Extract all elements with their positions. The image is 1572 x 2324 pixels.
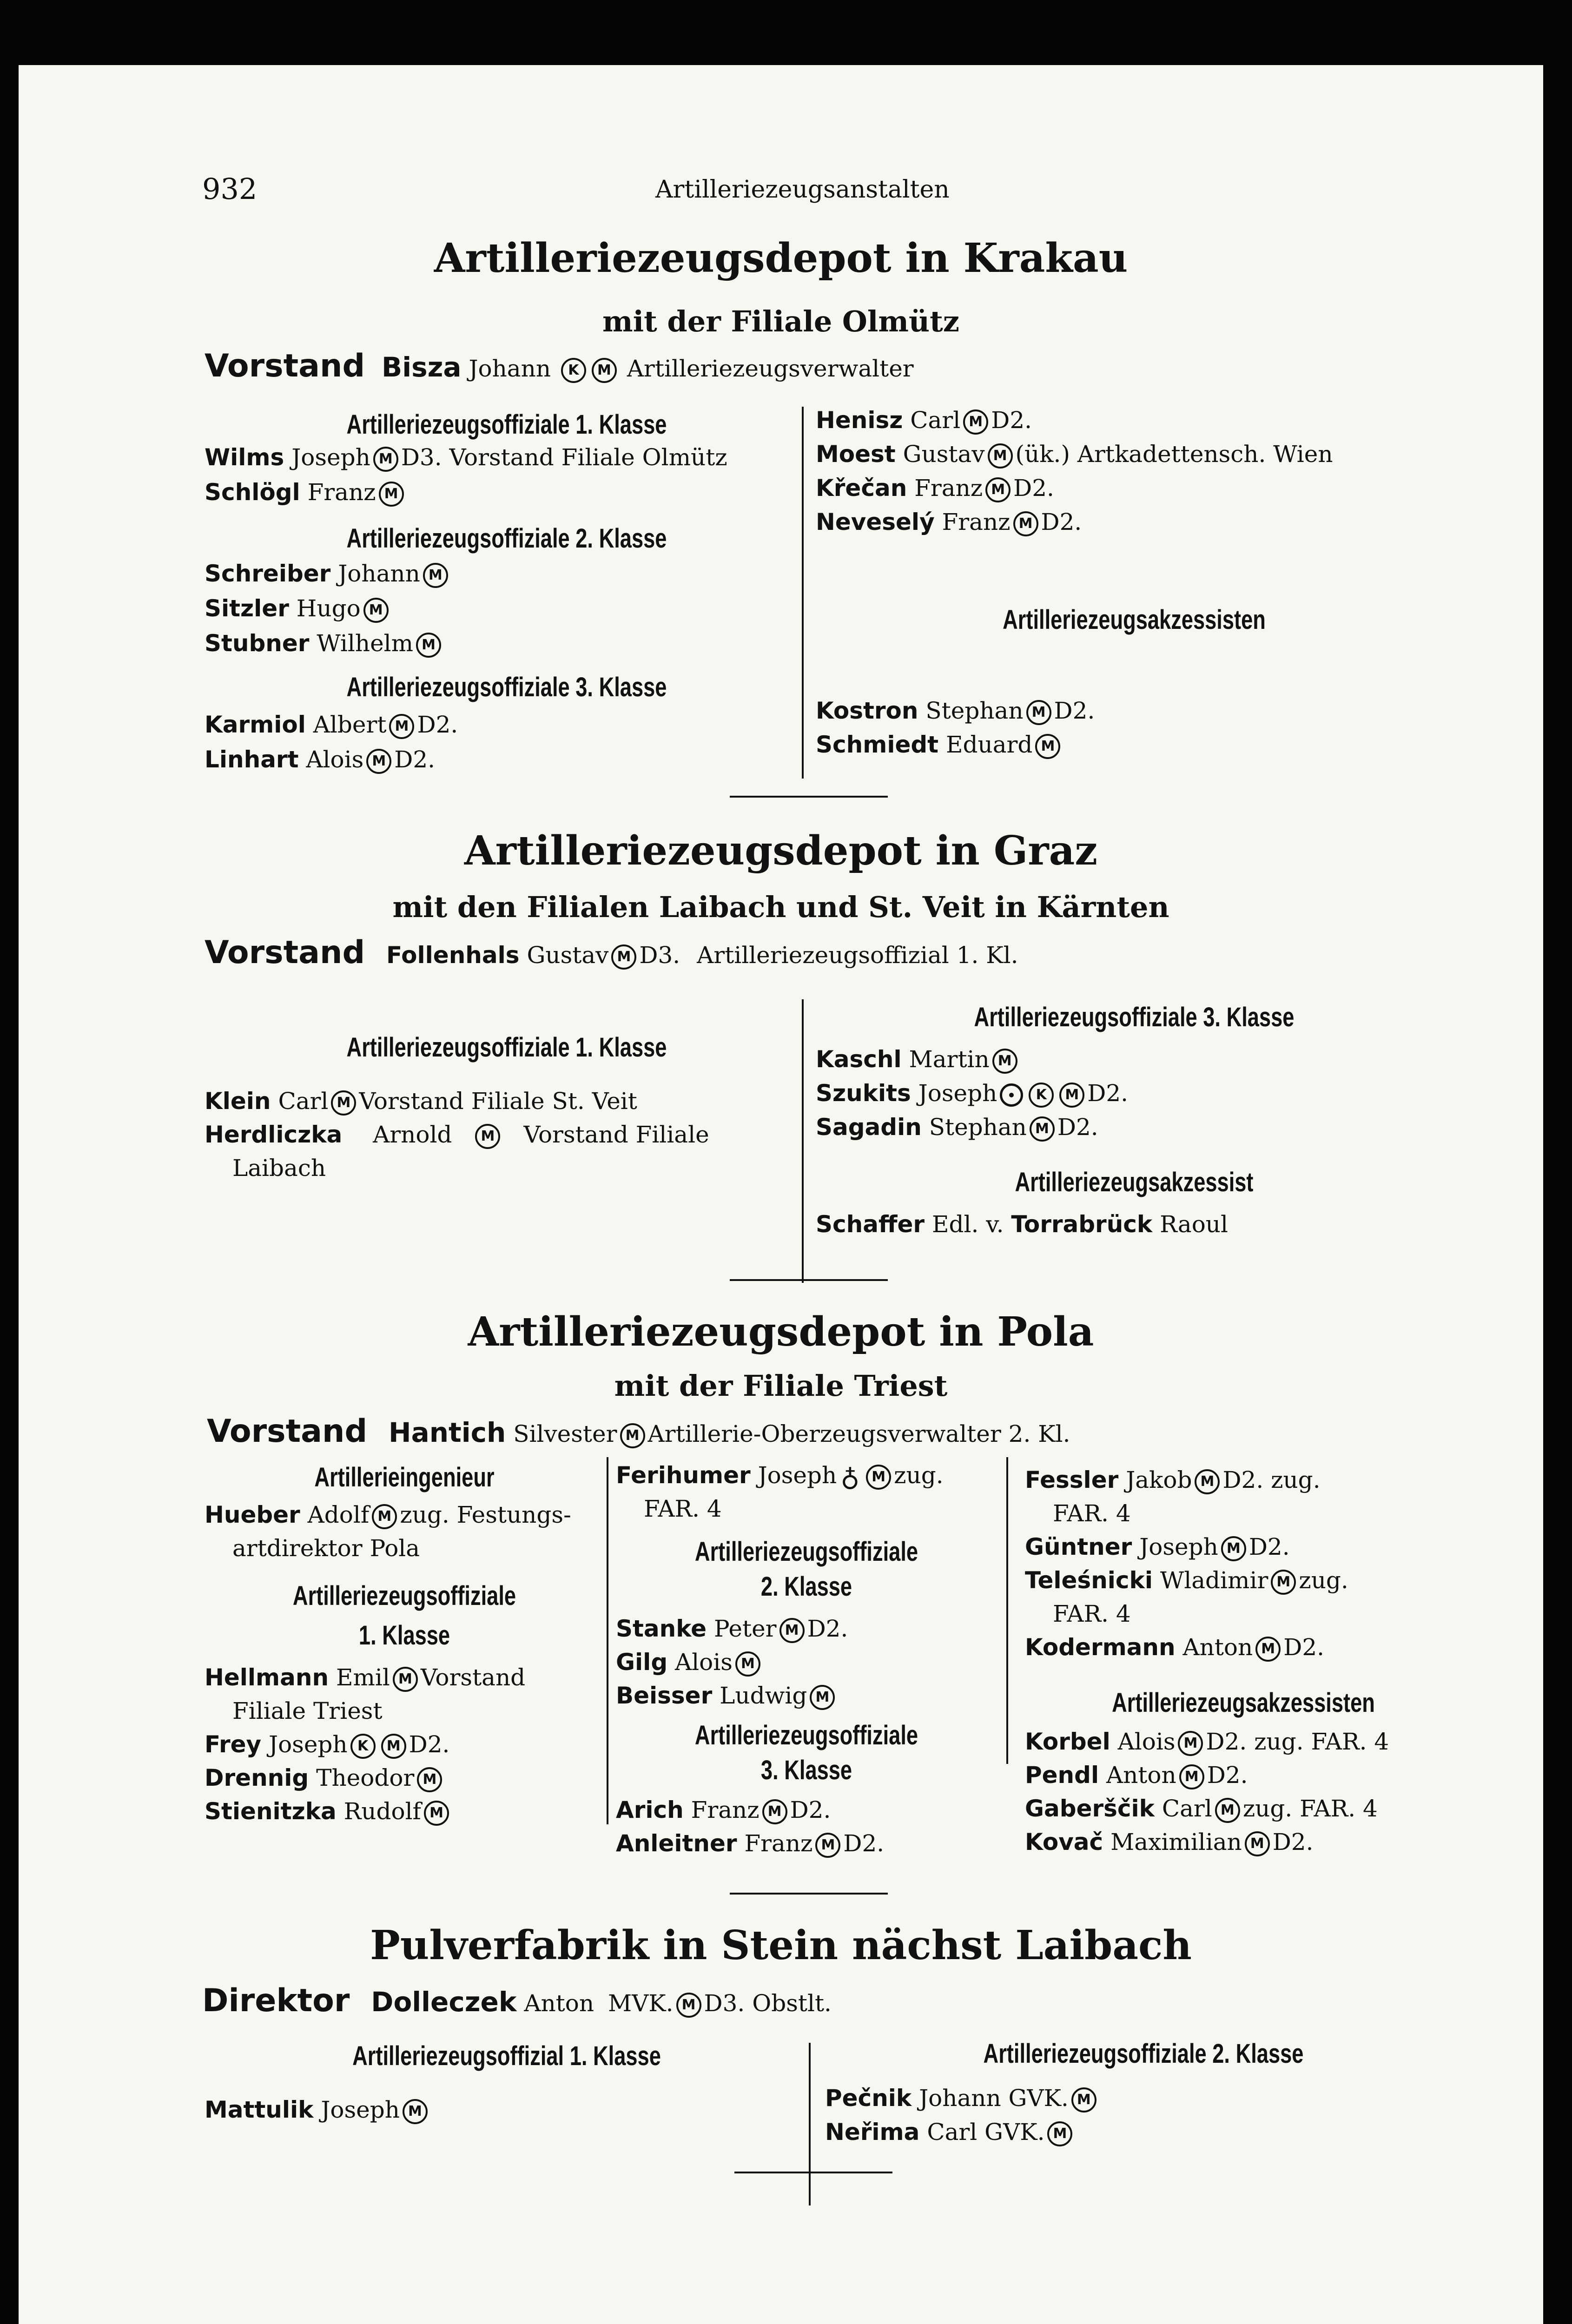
- column-divider: [607, 1457, 608, 1824]
- list-item: Gaberščik Carl M zug. FAR. 4: [1025, 1795, 1378, 1822]
- list-item: Schlögl Franz M: [205, 479, 407, 507]
- list-item: Schmiedt Eduard M: [816, 731, 1063, 759]
- pola-akz-heading: Artilleriezeugsakzessisten: [1112, 1688, 1375, 1718]
- list-item: Kovač Maximilian M D2.: [1025, 1829, 1314, 1855]
- running-title: Artilleriezeugsanstalten: [655, 176, 950, 204]
- list-item: Pendl Anton M D2.: [1025, 1762, 1248, 1789]
- list-item-continuation: FAR. 4: [1053, 1500, 1131, 1527]
- m-icon: M: [379, 482, 404, 507]
- pola-class2-heading-b: 2. Klasse: [760, 1571, 852, 1602]
- pola-subtitle: mit der Filiale Triest: [614, 1369, 948, 1403]
- list-item: Karmiol Albert M D2.: [205, 711, 458, 738]
- column-divider: [802, 407, 804, 779]
- stein-title: Pulverfabrik in Stein nächst Laibach: [370, 1922, 1192, 1969]
- list-item: Křečan Franz M D2.: [816, 475, 1054, 502]
- list-item: Korbel Alois M D2. zug. FAR. 4: [1025, 1728, 1389, 1755]
- m-icon: M: [676, 1993, 701, 2018]
- graz-title: Artilleriezeugsdepot in Graz: [464, 827, 1098, 874]
- m-icon: M: [1271, 1570, 1296, 1595]
- stein-class1-heading: Artilleriezeugsoffizial 1. Klasse: [352, 2041, 661, 2071]
- k-icon: K: [350, 1734, 376, 1759]
- page: [19, 65, 1543, 2324]
- list-item: Stanke Peter M D2.: [616, 1615, 848, 1642]
- m-icon: M: [372, 1504, 397, 1529]
- list-item-continuation: Laibach: [232, 1155, 326, 1182]
- pola-class3-heading-b: 3. Klasse: [760, 1755, 852, 1785]
- list-item-continuation: Filiale Triest: [232, 1697, 383, 1724]
- krakau-class2-heading: Artilleriezeugsoffiziale 2. Klasse: [346, 523, 667, 554]
- stein-class2-heading: Artilleriezeugsoffiziale 2. Klasse: [983, 2039, 1304, 2069]
- column-divider: [809, 2043, 811, 2205]
- person-name: Bisza: [382, 351, 462, 383]
- m-icon: M: [1179, 1764, 1204, 1789]
- m-icon: M: [381, 1734, 406, 1759]
- graz-class1-heading: Artilleriezeugsoffiziale 1. Klasse: [346, 1032, 667, 1063]
- list-item: Herdliczka Arnold M Vorstand Filiale: [205, 1121, 709, 1148]
- m-icon: M: [611, 944, 636, 970]
- page-number: 932: [202, 172, 258, 206]
- pola-class2-heading-a: Artilleriezeugsoffiziale: [694, 1537, 918, 1567]
- vorstand-label: Vorstand: [207, 1413, 368, 1450]
- list-item: Henisz Carl M D2.: [816, 407, 1032, 434]
- list-item-continuation: FAR. 4: [1053, 1600, 1131, 1627]
- m-icon: M: [416, 633, 441, 658]
- pola-ing-heading: Artillerieingenieur: [314, 1462, 495, 1492]
- list-item: Klein Carl M Vorstand Filiale St. Veit: [205, 1088, 637, 1115]
- m-icon: M: [363, 598, 389, 623]
- list-item: Frey Joseph K M D2.: [205, 1731, 450, 1758]
- list-item: Schaffer Edl. v. Torrabrück Raoul: [816, 1211, 1228, 1238]
- cross-icon: ♁: [840, 1462, 860, 1492]
- m-icon: M: [779, 1618, 805, 1643]
- pola-class1-heading-b: 1. Klasse: [358, 1620, 450, 1651]
- list-item: Kodermann Anton M D2.: [1025, 1634, 1325, 1661]
- m-icon: M: [735, 1651, 760, 1677]
- list-item-continuation: FAR. 4: [644, 1495, 722, 1522]
- section-divider: [730, 1279, 888, 1281]
- m-icon: M: [815, 1833, 840, 1858]
- list-item: Szukits Joseph K M D2.: [816, 1080, 1129, 1107]
- list-item: Neřima Carl GVK. M: [825, 2119, 1075, 2146]
- m-icon: M: [475, 1124, 500, 1149]
- m-icon: M: [423, 563, 448, 588]
- list-item: Teleśnicki Wladimir M zug.: [1025, 1567, 1348, 1594]
- list-item: Anleitner Franz M D2.: [616, 1830, 885, 1857]
- krakau-akz-heading: Artilleriezeugsakzessisten: [1003, 605, 1266, 635]
- order-dot-icon: [1000, 1083, 1023, 1107]
- m-icon: M: [389, 714, 414, 739]
- m-icon: M: [1059, 1083, 1084, 1108]
- m-icon: M: [393, 1667, 418, 1692]
- section-divider: [730, 796, 888, 798]
- pola-vorstand: Vorstand Hantich Silvester M Artillerie-Oberzeugsverwalter 2. Kl.: [207, 1413, 1070, 1450]
- list-item: Sitzler Hugo M: [205, 595, 391, 623]
- graz-subtitle: mit den Filialen Laibach und St. Veit in Kärnten: [392, 890, 1169, 924]
- list-item: Hueber Adolf M zug. Festungs-: [205, 1501, 571, 1528]
- m-icon: M: [1178, 1731, 1203, 1756]
- m-icon: M: [403, 2099, 428, 2124]
- m-icon: M: [620, 1423, 645, 1448]
- list-item: Kaschl Martin M: [816, 1046, 1020, 1074]
- m-icon: M: [963, 409, 988, 435]
- m-icon: M: [1195, 1469, 1220, 1494]
- list-item: Sagadin Stephan M D2.: [816, 1114, 1098, 1141]
- k-icon: K: [561, 358, 586, 383]
- m-icon: M: [373, 447, 398, 472]
- m-icon: M: [1047, 2121, 1072, 2146]
- m-icon: M: [1035, 734, 1060, 759]
- m-icon: M: [992, 1049, 1017, 1074]
- list-item: Pečnik Johann GVK. M: [825, 2085, 1099, 2113]
- m-icon: M: [985, 477, 1011, 502]
- list-item: Mattulik Joseph M: [205, 2096, 430, 2124]
- list-item: Linhart Alois M D2.: [205, 746, 436, 773]
- stein-direktor: Direktor Dolleczek Anton MVK. M D3. Obstlt.: [202, 1982, 832, 2019]
- list-item: Hellmann Emil M Vorstand: [205, 1664, 526, 1691]
- krakau-subtitle: mit der Filiale Olmütz: [602, 304, 959, 338]
- pola-title: Artilleriezeugsdepot in Pola: [468, 1308, 1094, 1355]
- m-icon: M: [592, 358, 617, 383]
- krakau-class3-heading: Artilleriezeugsoffiziale 3. Klasse: [346, 672, 667, 702]
- list-item: Gilg Alois M: [616, 1649, 763, 1677]
- list-item: Arich Franz M D2.: [616, 1796, 831, 1823]
- list-item: Drennig Theodor M: [205, 1764, 445, 1792]
- m-icon: M: [1215, 1798, 1240, 1823]
- m-icon: M: [1071, 2087, 1096, 2113]
- graz-class3-heading: Artilleriezeugsoffiziale 3. Klasse: [974, 1002, 1295, 1032]
- pola-class1-heading-a: Artilleriezeugsoffiziale: [292, 1581, 516, 1611]
- krakau-vorstand: [205, 348, 914, 384]
- m-icon: M: [1221, 1536, 1246, 1561]
- m-icon: M: [988, 443, 1013, 469]
- list-item: Stienitzka Rudolf M: [205, 1798, 452, 1826]
- section-divider: [730, 1893, 888, 1895]
- column-divider: [802, 999, 804, 1283]
- person-rank: Artilleriezeugsverwalter: [627, 355, 914, 382]
- m-icon: M: [762, 1799, 787, 1824]
- list-item: Moest Gustav M (ük.) Artkadettensch. Wien: [816, 441, 1333, 468]
- m-icon: M: [866, 1465, 891, 1490]
- person-first-name: Johann: [469, 355, 551, 382]
- m-icon: M: [810, 1685, 835, 1710]
- vorstand-label: Vorstand: [205, 934, 365, 971]
- list-item: Wilms Joseph M D3. Vorstand Filiale Olmütz: [205, 444, 727, 471]
- m-icon: M: [366, 749, 391, 774]
- m-icon: M: [331, 1090, 356, 1116]
- krakau-class1-heading: Artilleriezeugsoffiziale 1. Klasse: [346, 409, 667, 440]
- m-icon: M: [1013, 511, 1038, 536]
- direktor-label: Direktor: [202, 1982, 350, 2019]
- m-icon: M: [1245, 1831, 1270, 1856]
- section-divider: [734, 2172, 892, 2173]
- list-item: Stubner Wilhelm M: [205, 630, 444, 658]
- list-item-continuation: artdirektor Pola: [232, 1535, 420, 1562]
- list-item: Neveselý Franz M D2.: [816, 508, 1082, 535]
- m-icon: M: [1026, 700, 1051, 725]
- column-divider: [1006, 1457, 1008, 1764]
- pola-class3-heading-a: Artilleriezeugsoffiziale: [694, 1720, 918, 1750]
- krakau-title: Artilleriezeugsdepot in Krakau: [434, 235, 1128, 282]
- k-icon: K: [1029, 1083, 1054, 1108]
- list-item: Kostron Stephan M D2.: [816, 697, 1095, 724]
- vorstand-label: Vorstand: [205, 348, 365, 384]
- m-icon: M: [424, 1801, 449, 1826]
- graz-vorstand: Vorstand Follenhals Gustav M D3. Artilleriezeugsoffizial 1. Kl.: [205, 934, 1018, 971]
- m-icon: M: [417, 1767, 442, 1792]
- list-item: Güntner Joseph M D2.: [1025, 1533, 1290, 1560]
- list-item: Schreiber Johann M: [205, 560, 451, 588]
- list-item: Ferihumer Joseph ♁ M zug.: [616, 1462, 944, 1492]
- graz-akz-heading: Artilleriezeugsakzessist: [1015, 1167, 1254, 1197]
- list-item: Fessler Jakob M D2. zug.: [1025, 1466, 1321, 1493]
- list-item: Beisser Ludwig M: [616, 1682, 838, 1710]
- m-icon: M: [1255, 1637, 1281, 1662]
- m-icon: M: [1030, 1116, 1055, 1142]
